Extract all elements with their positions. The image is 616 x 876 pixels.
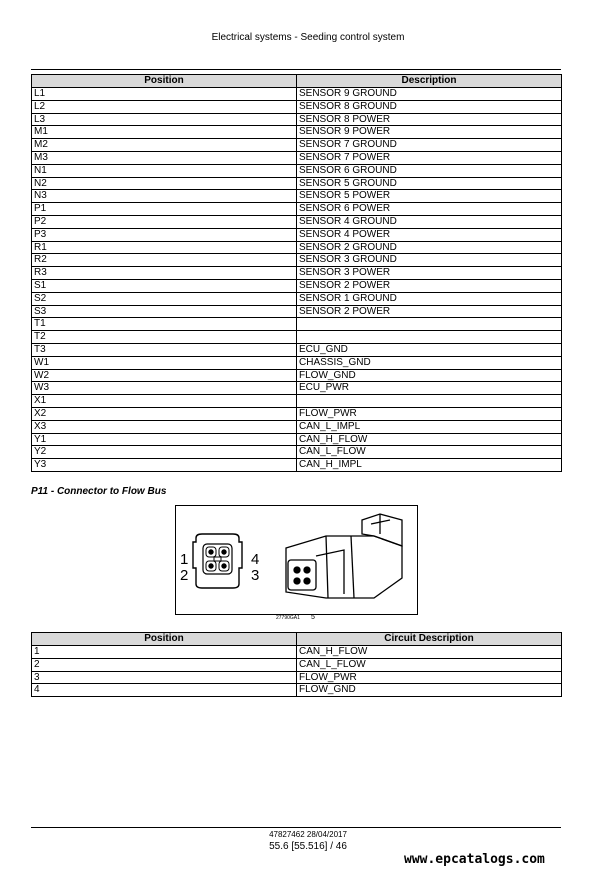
description-cell: SENSOR 1 GROUND xyxy=(297,292,562,305)
circuit-description-table xyxy=(31,632,562,697)
table-row xyxy=(32,658,562,671)
position-cell: X1 xyxy=(32,395,297,408)
table-header-row xyxy=(32,633,562,646)
position-cell: S2 xyxy=(32,292,297,305)
description-cell xyxy=(297,331,562,344)
table-row xyxy=(32,318,562,331)
page-header-title: Electrical systems - Seeding control system xyxy=(211,32,405,43)
table-row xyxy=(32,113,562,126)
position-cell: N2 xyxy=(32,177,297,190)
position-cell: T3 xyxy=(32,343,297,356)
table-row xyxy=(32,126,562,139)
description-cell: SENSOR 8 GROUND xyxy=(297,100,562,113)
description-cell: CAN_L_FLOW xyxy=(297,446,562,459)
connector-figure xyxy=(175,505,418,615)
table-row xyxy=(32,100,562,113)
table-row xyxy=(32,267,562,280)
table-row xyxy=(32,279,562,292)
pin-label-3: 3 xyxy=(251,567,260,584)
position-cell: M3 xyxy=(32,151,297,164)
description-cell: SENSOR 2 POWER xyxy=(297,279,562,292)
connector-perspective-view xyxy=(286,514,402,598)
connector-front-view xyxy=(193,534,242,588)
table-row xyxy=(32,395,562,408)
table-row xyxy=(32,215,562,228)
table-row xyxy=(32,433,562,446)
position-cell: P3 xyxy=(32,228,297,241)
table-row xyxy=(32,190,562,203)
table-row xyxy=(32,331,562,344)
table-row xyxy=(32,382,562,395)
pin-label-2: 2 xyxy=(180,567,189,584)
table-row xyxy=(32,356,562,369)
position-cell: R2 xyxy=(32,254,297,267)
position-cell: X3 xyxy=(32,420,297,433)
description-cell: SENSOR 7 POWER xyxy=(297,151,562,164)
description-cell: SENSOR 4 POWER xyxy=(297,228,562,241)
description-cell: SENSOR 9 POWER xyxy=(297,126,562,139)
position-cell: M2 xyxy=(32,139,297,152)
description-cell: SENSOR 6 GROUND xyxy=(297,164,562,177)
position-cell: Y3 xyxy=(32,459,297,472)
table-row xyxy=(32,646,562,659)
table-header-row xyxy=(32,75,562,88)
position-cell: W3 xyxy=(32,382,297,395)
position-cell: M1 xyxy=(32,126,297,139)
table-row xyxy=(32,203,562,216)
description-cell: SENSOR 2 POWER xyxy=(297,305,562,318)
table-row xyxy=(32,369,562,382)
description-cell: CAN_L_FLOW xyxy=(297,658,562,671)
table-row xyxy=(32,177,562,190)
position-cell: R3 xyxy=(32,267,297,280)
watermark-text: www.epcatalogs.com xyxy=(404,852,545,867)
description-cell: SENSOR 4 GROUND xyxy=(297,215,562,228)
position-cell: N1 xyxy=(32,164,297,177)
column-header-position: Position xyxy=(32,75,297,88)
table-row xyxy=(32,420,562,433)
position-cell: R1 xyxy=(32,241,297,254)
header-divider xyxy=(31,69,561,70)
description-cell: ECU_GND xyxy=(297,343,562,356)
table-row xyxy=(32,254,562,267)
description-cell: SENSOR 2 GROUND xyxy=(297,241,562,254)
table-row xyxy=(32,151,562,164)
position-cell: L1 xyxy=(32,88,297,101)
description-cell xyxy=(297,318,562,331)
pin-assignment-table xyxy=(31,74,562,472)
table-row xyxy=(32,241,562,254)
description-cell xyxy=(297,395,562,408)
position-cell: 1 xyxy=(32,646,297,659)
position-cell: S1 xyxy=(32,279,297,292)
column-header-description: Description xyxy=(297,75,562,88)
figure-caption: P11 - Connector to Flow Bus xyxy=(31,486,167,497)
table-row xyxy=(32,305,562,318)
description-cell: CAN_L_IMPL xyxy=(297,420,562,433)
position-cell: Y1 xyxy=(32,433,297,446)
position-cell: T1 xyxy=(32,318,297,331)
column-header-position: Position xyxy=(32,633,297,646)
pin-label-4: 4 xyxy=(251,551,260,568)
position-cell: 2 xyxy=(32,658,297,671)
position-cell: L3 xyxy=(32,113,297,126)
description-cell: SENSOR 3 GROUND xyxy=(297,254,562,267)
position-cell: W1 xyxy=(32,356,297,369)
description-cell: SENSOR 9 GROUND xyxy=(297,88,562,101)
figure-code: 27790GA1 xyxy=(276,615,300,621)
position-cell: 3 xyxy=(32,671,297,684)
table-row xyxy=(32,292,562,305)
description-cell: CAN_H_IMPL xyxy=(297,459,562,472)
table-row xyxy=(32,343,562,356)
description-cell: FLOW_PWR xyxy=(297,407,562,420)
table-row xyxy=(32,459,562,472)
table-row xyxy=(32,671,562,684)
footer-doc-code: 47827462 28/04/2017 xyxy=(269,830,347,839)
description-cell: SENSOR 7 GROUND xyxy=(297,139,562,152)
column-header-circuit-description: Circuit Description xyxy=(297,633,562,646)
footer-page-number: 55.6 [55.516] / 46 xyxy=(269,841,347,852)
figure-number: 5 xyxy=(311,614,315,621)
description-cell: SENSOR 5 GROUND xyxy=(297,177,562,190)
position-cell: S3 xyxy=(32,305,297,318)
description-cell: FLOW_GND xyxy=(297,369,562,382)
table-row xyxy=(32,407,562,420)
description-cell: SENSOR 6 POWER xyxy=(297,203,562,216)
position-cell: L2 xyxy=(32,100,297,113)
table-row xyxy=(32,446,562,459)
table-row xyxy=(32,164,562,177)
connector-illustration xyxy=(176,506,417,614)
position-cell: T2 xyxy=(32,331,297,344)
description-cell: CHASSIS_GND xyxy=(297,356,562,369)
footer-divider xyxy=(31,827,561,828)
description-cell: ECU_PWR xyxy=(297,382,562,395)
position-cell: P2 xyxy=(32,215,297,228)
table-row xyxy=(32,228,562,241)
position-cell: N3 xyxy=(32,190,297,203)
table-row xyxy=(32,88,562,101)
position-cell: X2 xyxy=(32,407,297,420)
description-cell: CAN_H_FLOW xyxy=(297,646,562,659)
position-cell: W2 xyxy=(32,369,297,382)
position-cell: 4 xyxy=(32,684,297,697)
table-row xyxy=(32,684,562,697)
position-cell: P1 xyxy=(32,203,297,216)
description-cell: SENSOR 8 POWER xyxy=(297,113,562,126)
description-cell: SENSOR 3 POWER xyxy=(297,267,562,280)
description-cell: FLOW_GND xyxy=(297,684,562,697)
pin-label-1: 1 xyxy=(180,551,189,568)
description-cell: FLOW_PWR xyxy=(297,671,562,684)
description-cell: SENSOR 5 POWER xyxy=(297,190,562,203)
description-cell: CAN_H_FLOW xyxy=(297,433,562,446)
position-cell: Y2 xyxy=(32,446,297,459)
table-row xyxy=(32,139,562,152)
